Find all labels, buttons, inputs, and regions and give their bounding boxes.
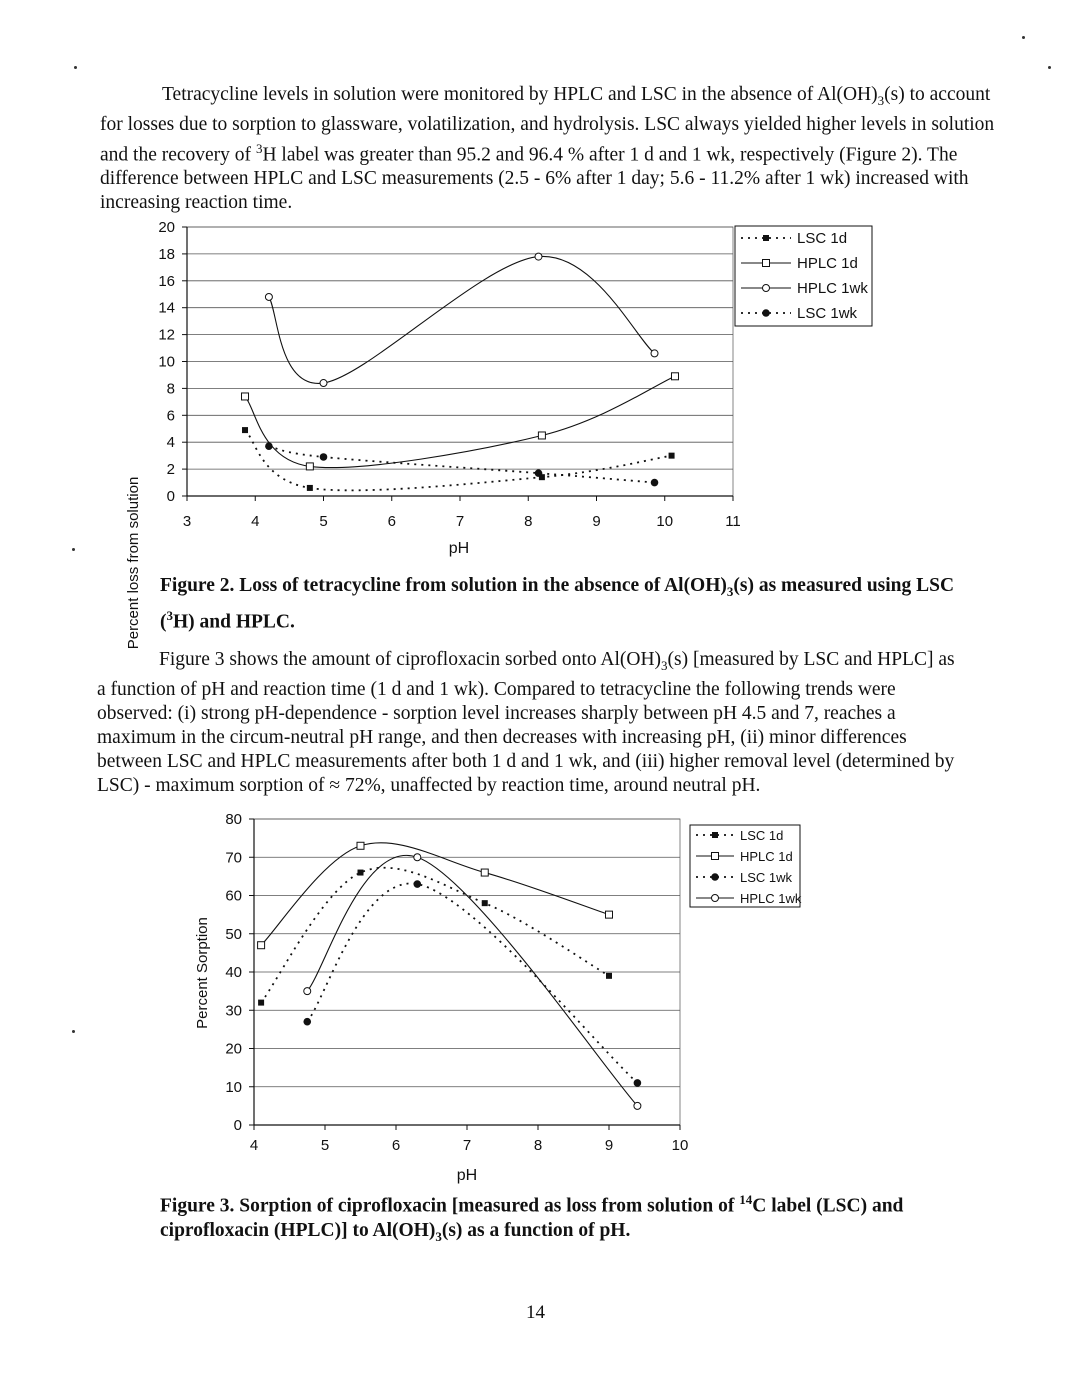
data-point-lsc-1d <box>669 453 675 459</box>
legend-label-hplc-1d: HPLC 1d <box>740 849 793 864</box>
y-tick-label: 16 <box>158 272 175 290</box>
legend-marker-hplc-1d <box>763 260 770 267</box>
paragraph-tetracycline-monitoring <box>100 83 1005 215</box>
figure-3-chart <box>0 805 1071 1184</box>
fig3-caption-sup: 14 <box>739 1192 753 1207</box>
y-tick-label: 0 <box>233 1117 242 1134</box>
x-tick-label: 7 <box>462 1137 472 1154</box>
figure-2-caption <box>160 574 990 634</box>
data-point-lsc-1d <box>606 973 612 979</box>
fig2-caption-c: H) and HPLC. <box>173 611 295 633</box>
fig2-caption-sub: 3 <box>726 583 734 599</box>
fig2-caption-sup: 3 <box>166 607 173 623</box>
fig3-caption-b: C label (LSC) and ciprofloxacin (HPLC)] to Al(OH) <box>160 1195 904 1241</box>
x-tick-label: 10 <box>671 1137 689 1154</box>
legend-marker-lsc-1wk <box>711 873 719 881</box>
data-point-hplc-1d <box>606 911 613 918</box>
data-point-lsc-1wk <box>634 1079 642 1087</box>
y-axis-label: Percent loss from solution <box>125 476 142 650</box>
data-point-hplc-1wk <box>535 253 542 260</box>
scan-speck <box>72 1030 75 1033</box>
series-line-hplc-1d <box>245 376 675 467</box>
data-point-hplc-1d <box>538 432 545 439</box>
y-tick-label: 10 <box>158 353 175 371</box>
fig3-caption-a: Figure 3. Sorption of ciprofloxacin [measured as loss from solution of <box>160 1195 740 1217</box>
data-point-hplc-1wk <box>414 854 421 861</box>
series-line-lsc-1d <box>245 430 672 490</box>
data-point-lsc-1d <box>307 485 313 491</box>
x-tick-label: 6 <box>391 1137 401 1154</box>
y-tick-label: 50 <box>225 925 242 943</box>
x-tick-label: 11 <box>725 513 741 530</box>
data-point-hplc-1d <box>306 463 313 470</box>
p1-sup: 3 <box>255 140 263 156</box>
y-tick-label: 14 <box>158 299 175 317</box>
y-tick-label: 20 <box>158 219 175 236</box>
y-tick-label: 20 <box>225 1040 242 1058</box>
x-tick-label: 10 <box>656 513 674 530</box>
y-tick-label: 30 <box>225 1002 242 1020</box>
p1-text-c: H label was greater than 95.2 and 96.4 % after 1 d and 1 wk, respectively (Figure 2). The difference between HPLC and LSC measurements (2.5 - 6% after 1 day; 5.6 - 11.2% after 1 wk) increased with increasing reaction time. <box>100 144 969 214</box>
x-tick-label: 3 <box>182 513 192 530</box>
data-point-hplc-1wk <box>265 293 272 300</box>
y-tick-label: 12 <box>158 326 175 344</box>
y-tick-label: 80 <box>225 811 242 828</box>
data-point-hplc-1wk <box>634 1102 641 1109</box>
data-point-lsc-1d <box>258 1000 264 1006</box>
x-tick-label: 6 <box>387 513 396 530</box>
y-tick-label: 4 <box>166 434 175 452</box>
data-point-hplc-1d <box>258 942 265 949</box>
legend-label-hplc-1wk: HPLC 1wk <box>797 280 868 297</box>
y-tick-label: 40 <box>225 964 242 981</box>
legend-label-lsc-1wk: LSC 1wk <box>797 305 858 322</box>
fig3-caption-c: (s) as a function of pH. <box>441 1219 631 1241</box>
y-tick-label: 6 <box>166 407 175 425</box>
fig2-caption-a: Figure 2. Loss of tetracycline from solution in the absence of Al(OH) <box>160 575 727 596</box>
legend-label-lsc-1d: LSC 1d <box>740 828 784 843</box>
x-tick-label: 7 <box>455 513 465 530</box>
data-point-lsc-1wk <box>303 1018 311 1026</box>
legend-marker-hplc-1wk <box>763 285 770 292</box>
legend-label-hplc-1wk: HPLC 1wk <box>740 891 802 906</box>
x-tick-label: 8 <box>524 513 533 530</box>
data-point-lsc-1wk <box>320 453 328 461</box>
fig2-caption-b: (s) as measured using LSC ( <box>160 575 955 633</box>
p2-sub: 3 <box>661 657 668 673</box>
series-line-lsc-1wk <box>307 883 637 1082</box>
legend-marker-hplc-1d <box>712 853 719 860</box>
data-point-lsc-1wk <box>265 442 273 450</box>
data-point-hplc-1d <box>357 842 364 849</box>
series-line-hplc-1d <box>261 843 609 945</box>
y-tick-label: 2 <box>166 461 175 479</box>
data-point-hplc-1d <box>671 373 678 380</box>
data-point-lsc-1wk <box>414 880 422 888</box>
y-tick-label: 60 <box>225 887 242 905</box>
data-point-hplc-1wk <box>304 988 311 995</box>
x-tick-label: 4 <box>249 1137 259 1154</box>
data-point-lsc-1wk <box>651 479 659 487</box>
legend-marker-lsc-1d <box>763 235 769 241</box>
series-line-lsc-1wk <box>269 446 655 482</box>
legend-label-lsc-1d: LSC 1d <box>797 230 848 247</box>
fig3-caption-sub: 3 <box>435 1228 442 1244</box>
scan-speck <box>74 66 77 69</box>
figure-3-caption <box>160 1188 990 1248</box>
legend <box>690 825 802 907</box>
page-number: 14 <box>526 1302 545 1323</box>
series-line-hplc-1wk <box>307 855 637 1106</box>
data-point-hplc-1d <box>481 869 488 876</box>
x-tick-label: 8 <box>533 1137 543 1154</box>
y-tick-label: 8 <box>166 380 175 398</box>
data-point-hplc-1wk <box>651 350 658 357</box>
legend-label-hplc-1d: HPLC 1d <box>797 255 858 272</box>
p1-sub: 3 <box>877 92 885 108</box>
legend <box>735 226 872 326</box>
x-axis-label: pH <box>456 1167 478 1184</box>
series-line-lsc-1d <box>261 868 609 1003</box>
legend-marker-lsc-1d <box>712 832 718 838</box>
data-point-hplc-1d <box>242 393 249 400</box>
x-axis-label: pH <box>448 540 470 557</box>
x-tick-label: 5 <box>320 1137 330 1154</box>
p1-text-a: Tetracycline levels in solution were monitored by HPLC and LSC in the absence of Al(OH) <box>162 84 878 105</box>
legend-label-lsc-1wk: LSC 1wk <box>740 870 793 885</box>
scan-speck <box>1022 36 1025 39</box>
legend-marker-hplc-1wk <box>712 895 719 902</box>
scan-speck <box>1048 66 1051 69</box>
data-point-lsc-1d <box>242 427 248 433</box>
paragraph-ciprofloxacin-sorption <box>97 648 967 798</box>
x-tick-label: 4 <box>251 513 260 530</box>
y-tick-label: 0 <box>166 488 175 505</box>
data-point-lsc-1d <box>482 900 488 906</box>
y-axis-label: Percent Sorption <box>194 917 211 1029</box>
y-tick-label: 70 <box>225 849 242 867</box>
p2-text-b: (s) [measured by LSC and HPLC] as a function of pH and reaction time (1 d and 1 wk). Compared to tetracycline the following trends were observed: (i) strong pH-dependence - sorption level increases sharply between pH 4.5 and 7, reaches a maximum in the circum-neutral pH range, and then decreases with increasing pH, (ii) minor differences between LSC and HPLC measurements after both 1 d and 1 wk, and (iii) higher removal level (determined by LSC) - maximum sorption of ≈ 72%, unaffected by reaction time, around neutral pH. <box>97 649 955 796</box>
legend-marker-lsc-1wk <box>762 309 770 317</box>
x-tick-label: 9 <box>592 513 601 530</box>
data-point-lsc-1d <box>358 870 364 876</box>
data-point-hplc-1wk <box>320 380 327 387</box>
scan-speck <box>72 548 75 551</box>
x-tick-label: 5 <box>319 513 328 530</box>
y-tick-label: 18 <box>158 245 175 263</box>
p2-text-a: Figure 3 shows the amount of ciprofloxacin sorbed onto Al(OH) <box>159 649 662 670</box>
x-tick-label: 9 <box>604 1137 614 1154</box>
y-tick-label: 10 <box>225 1078 242 1096</box>
data-point-lsc-1wk <box>535 469 543 477</box>
p1-text-b: (s) to account for losses due to sorption to glassware, volatilization, and hydrolysis. LSC always yielded higher levels in solution and the recovery of <box>100 84 995 166</box>
series-line-hplc-1wk <box>269 256 655 383</box>
